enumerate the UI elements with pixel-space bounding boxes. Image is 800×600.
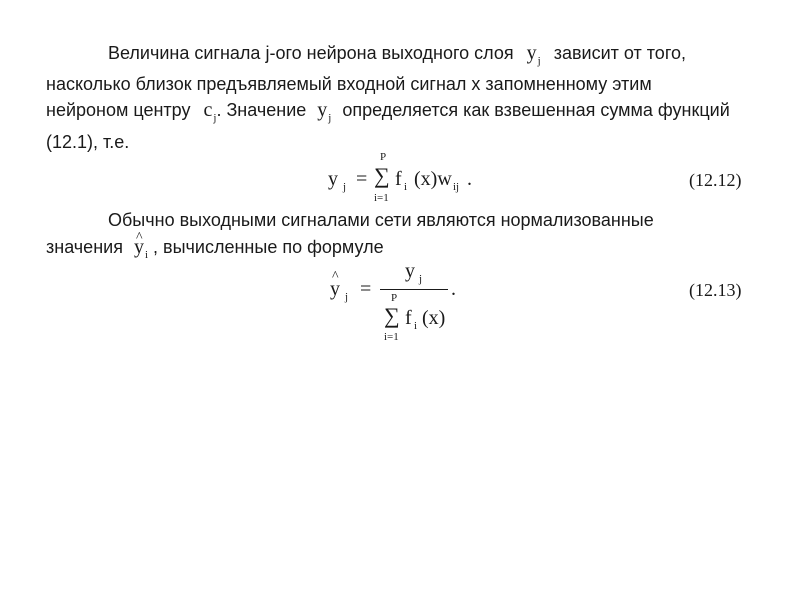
formula2-den-arg: (x) [422,307,446,329]
formula2-numerator: y [405,260,415,282]
text-segment: . Значение [216,100,307,120]
equation-number: (12.12) [689,170,742,190]
fraction-bar [380,289,448,290]
formula2-den-sub: i [414,320,418,332]
text-segment: нейроном центру [46,100,191,120]
formula1-f: f [395,168,402,190]
var-y-hat: ^ y [134,236,144,258]
text-segment: определяется как взвешенная сумма функций [342,100,730,120]
text-segment: значения [46,237,123,257]
sum-symbol-icon: ∑ [384,303,400,328]
formula1-upper-limit: P [380,151,387,163]
sum-symbol-icon: ∑ [374,163,390,188]
sub-i: i [144,249,149,261]
paragraph1-line3 [46,99,730,124]
text-segment: , вычисленные по формуле [153,237,384,257]
formula1-f-sub: i [404,181,408,193]
formula1-w-sub: ij [453,181,460,193]
formula1-end: . [467,168,472,190]
formula2-lhs: ^ y [330,278,340,301]
equation-number: (12.13) [689,280,742,300]
var-y: y [317,99,328,121]
formula1-equals: = [356,168,368,190]
formula2-upper-limit: P [391,292,398,304]
sub-j: j [213,112,217,124]
paragraph2-line2 [46,236,384,261]
paragraph2-line1: Обычно выходными сигналами сети являются нормализованные [108,210,654,230]
formula1-lower-limit: i=1 [374,192,389,204]
text-segment: зависит от того, [553,43,686,63]
var-c: c [203,99,213,121]
paragraph1-line2: насколько близок предъявляемый входной сигнал x запомненному этим [46,74,652,94]
paragraph1-line1 [108,42,686,67]
formula2-equals: = [360,278,372,300]
sub-j: j [537,55,541,67]
text-segment: Величина сигнала j-ого нейрона выходного слоя [108,43,514,63]
formula2-numerator-sub: j [419,273,423,285]
formula1-lhs: y [328,168,338,190]
formula1-arg: (x)w [414,168,452,190]
formula1-lhs-sub: j [343,181,347,193]
formula2-lhs-sub: j [345,291,349,303]
formula2-end: . [451,278,456,300]
paragraph1-line4: (12.1), т.е. [46,132,130,152]
formula2-den-f: f [405,307,412,329]
sub-j: j [328,112,332,124]
formula2-lower-limit: i=1 [384,331,399,343]
var-y: y [526,42,537,64]
